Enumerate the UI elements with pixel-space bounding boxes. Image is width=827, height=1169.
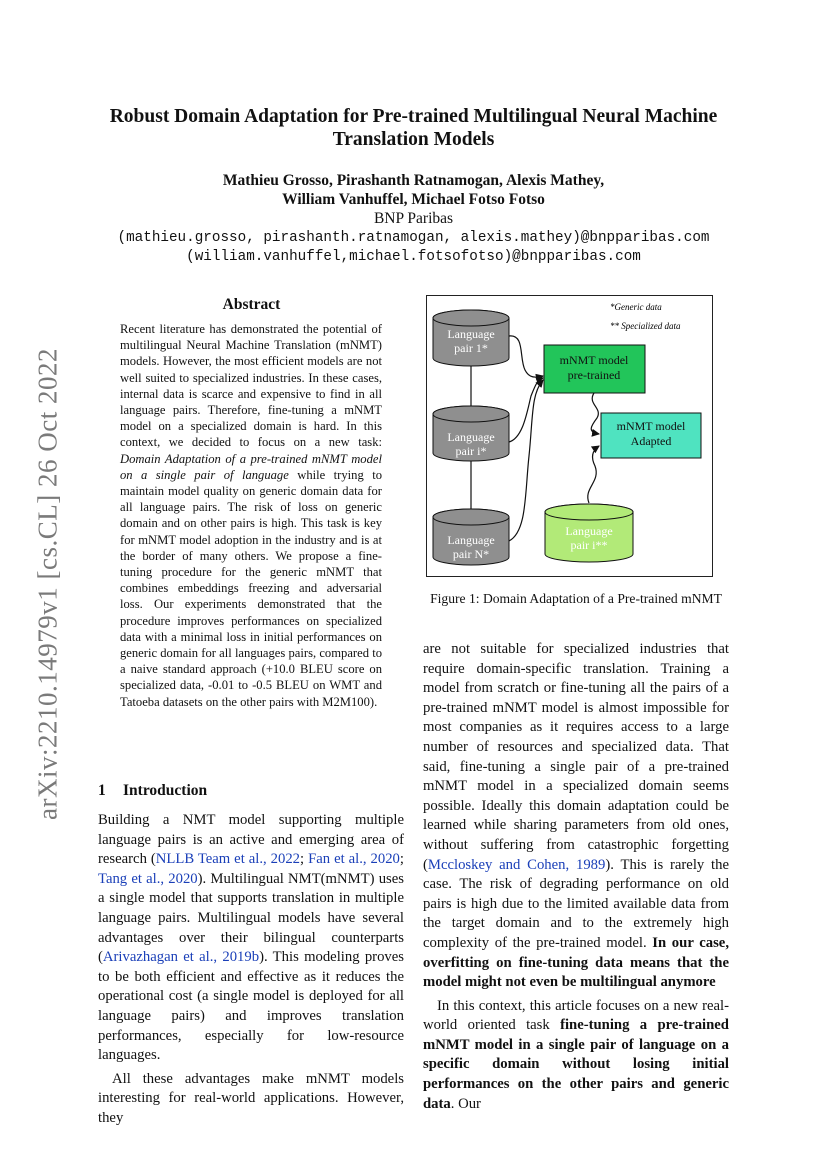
right-column-body [423,640,729,1114]
text-run: are not suitable for specialized industries that require domain-specific translation. Training a model from scratch or fine-tuning all the pairs of a pre-trained mNMT model is almost impossible for most companies as it requires access to a large number of resources and specialized data. That said, fine-tuning a single pair of a pre-trained mNMT model in a specialized domain seems possible. Ideally this domain adaptation could be learned while sharing parameters from old ones, without suffering from catastrophic forgetting ( [423,641,729,873]
abstract-heading: Abstract [222,296,281,313]
box-label: pre-trained [567,368,621,382]
text-run: ; [399,851,404,868]
abstract-body [120,321,382,710]
text-run: ). This modeling proves to be both efficient and effective as it reduces the operational cost (a single model is deployed for all language pairs) and improves translation performances, especially for low-resource languages. [98,949,404,1064]
right-paragraph-2 [423,997,729,1115]
cylinder-language-pair-i-specialized [545,504,633,562]
cylinder-label: Language [447,430,495,444]
text-run: ). This is rarely the case. The risk of degrading performance on old pairs is high due to the limited available data from the target domain and to the extremely high complexity of the pre-trained model. [423,856,729,951]
title-line-1: Robust Domain Adaptation for Pre-trained Multilingual Neural Machine [109,106,718,127]
legend-specialized: ** Specialized data [610,321,681,331]
cylinder-language-pair-1 [433,310,509,366]
cylinder-label: pair i** [570,538,608,552]
authors-line-1: Mathieu Grosso, Pirashanth Ratnamogan, Alexis Mathey, [222,172,605,189]
title-line-2: Translation Models [332,129,495,150]
cylinder-label: pair i* [455,444,487,458]
affiliation: BNP Paribas [373,210,454,227]
text-run: . Our [450,1095,481,1112]
arxiv-stamp: arXiv:2210.14979v1 [cs.CL] 26 Oct 2022 [32,348,63,820]
text-run: ; [300,851,309,868]
cylinder-language-pair-n [433,509,509,565]
emphasis-bold: In our case, overfitting on fine-tuning data means that the model might not even be multilingual anymore [423,934,729,991]
citation-link[interactable]: Fan et al., 2020 [308,851,400,868]
citation-link[interactable]: Mccloskey and Cohen, 1989 [427,856,606,873]
cylinder-label: Language [447,533,495,547]
arrow-pair1-to-pretrained [509,336,543,377]
citation-link[interactable]: Tang et al., 2020 [98,870,198,887]
box-label: mNMT model [559,353,629,367]
citation-link[interactable]: Arivazhagan et al., 2019b [102,949,260,966]
figure-caption: Figure 1: Domain Adaptation of a Pre-trained mNMT [430,591,722,606]
right-paragraph-1 [423,640,729,993]
box-label: mNMT model [616,419,686,433]
box-mnmt-pretrained [544,345,645,393]
intro-paragraph-1 [98,811,404,1066]
section-number: 1 [98,782,106,799]
cylinder-language-pair-i [433,406,509,461]
abstract-text-2: while trying to maintain model quality on generic domain data for all language pairs. The risk of loss on generic domain and on other pairs is high. This task is key for mNMT model adoption in the industry and is at the border of many others. We propose a fine-tuning procedure for the generic mNMT that combines embeddings freezing and adversarial loss. Our experiments demonstrated that the procedure improves performances on specialized data with a minimal loss in initial performances on generic domain for all languages pairs, compared to a naive standard approach (+10.0 BLEU score on specialized data, -0.01 to -0.5 BLEU on WMT and Tatoeba datasets on the other pairs with M2M100). [120,467,382,709]
text-run: In this context, this article focuses on a new real-world oriented task [423,997,729,1034]
arrow-pairn-to-pretrained [509,380,543,541]
paper-title [90,105,737,151]
authors-line-2: William Vanhuffel, Michael Fotso Fotso [282,191,545,208]
cylinder-label: pair N* [452,547,490,561]
cylinder-label: pair 1* [454,341,488,355]
abstract-text-1: Recent literature has demonstrated the potential of multilingual Neural Machine Translation (mNMT) models. However, the most efficient models are not well suited to specialized industries. In these cases, internal data is scarce and expensive to find in all language pairs. Therefore, fine-tuning a mNMT model on a specialized domain is hard. In this context, we decided to focus on a new task: [120,322,382,450]
text-run: ). Multilingual NMT(mNMT) uses a single model that supports translation in multiple language pairs. Multilingual models have several advantages over their bilingual counterparts ( [98,870,404,966]
intro-paragraph-2: All these advantages make mNMT models interesting for real-world applications. However, they [98,1070,404,1126]
section-heading-introduction [98,782,207,800]
box-label: Adapted [630,434,672,448]
author-list [90,171,737,209]
legend-generic: *Generic data [610,302,662,312]
intro-body [98,811,404,1129]
emphasis-bold: fine-tuning a pre-trained mNMT model in a single pair of language on a specific domain without losing initial performances on the other pairs and generic data [423,1017,729,1112]
citation-link[interactable]: NLLB Team et al., 2022 [155,851,301,868]
arrow-pretrained-to-adapted [591,393,599,434]
cylinder-label: Language [447,327,495,341]
email-line-1: (mathieu.grosso, pirashanth.ratnamogan, alexis.mathey)@bnpparibas.com [117,230,710,246]
cylinder-label: Language [565,524,613,538]
section-title: Introduction [123,782,208,799]
figure-1 [426,295,713,577]
text-run: Building a NMT model supporting multiple language pairs is an active and emerging area of research ( [98,812,404,868]
arrow-specialized-to-adapted [588,446,599,503]
box-mnmt-adapted [601,413,701,458]
abstract-task-italic: Domain Adaptation of a pre-trained mNMT model on a single pair of language [120,451,382,482]
domain-adaptation-diagram [427,296,714,578]
email-line-2: (william.vanhuffel,michael.fotsofotso)@bnpparibas.com [186,249,641,265]
